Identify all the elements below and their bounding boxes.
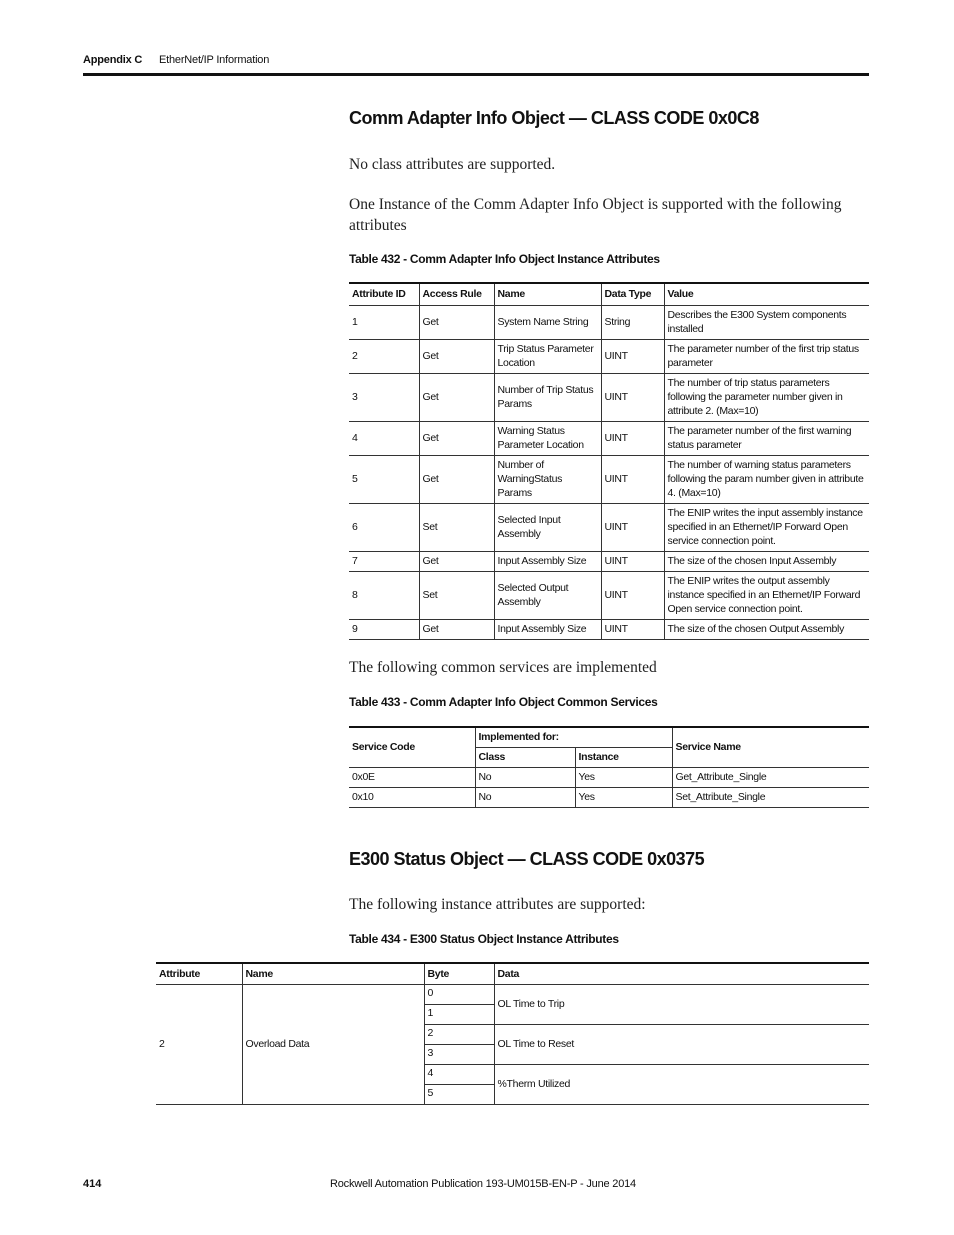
- table-row: [349, 421, 869, 455]
- header-data: Data: [494, 963, 869, 984]
- page-number: 414: [83, 1178, 102, 1190]
- header-value: Value: [664, 283, 869, 305]
- table-432-caption: Table 432 - Comm Adapter Info Object Instance Attributes: [349, 252, 660, 266]
- section-title-e300-status: E300 Status Object — CLASS CODE 0x0375: [349, 849, 705, 869]
- header-attribute: Attribute: [156, 963, 242, 984]
- table-header-row: [156, 963, 869, 984]
- section-label: EtherNet/IP Information: [159, 54, 270, 66]
- cell-data-type: UINT: [601, 571, 664, 619]
- appendix-label: Appendix C: [83, 54, 143, 66]
- header-instance: Instance: [575, 747, 672, 767]
- table-row: [349, 373, 869, 421]
- paragraph-instance-attributes: The following instance attributes are supported:: [349, 896, 646, 913]
- cell-access-rule: Get: [419, 421, 494, 455]
- cell-access-rule: Get: [419, 455, 494, 503]
- cell-name: Number of Trip Status Params: [494, 373, 601, 421]
- cell-value: The parameter number of the first warning status parameter: [664, 421, 869, 455]
- cell-attribute-id: 9: [349, 619, 419, 639]
- cell-name: Trip Status Parameter Location: [494, 339, 601, 373]
- cell-byte: 1: [424, 1004, 494, 1024]
- cell-attribute-id: 3: [349, 373, 419, 421]
- cell-value: The size of the chosen Input Assembly: [664, 551, 869, 571]
- header-class: Class: [475, 747, 575, 767]
- cell-value: Describes the E300 System components installed: [664, 305, 869, 339]
- cell-data-type: UINT: [601, 619, 664, 639]
- header-attribute-id: Attribute ID: [349, 283, 419, 305]
- cell-instance: Yes: [575, 767, 672, 787]
- cell-value: The size of the chosen Output Assembly: [664, 619, 869, 639]
- cell-class: No: [475, 787, 575, 807]
- table-432: [349, 282, 869, 640]
- cell-data-type: UINT: [601, 339, 664, 373]
- cell-name: System Name String: [494, 305, 601, 339]
- cell-byte: 4: [424, 1064, 494, 1084]
- header-service-name: Service Name: [672, 727, 869, 767]
- cell-name: Input Assembly Size: [494, 619, 601, 639]
- cell-attribute-id: 5: [349, 455, 419, 503]
- cell-service-code: 0x0E: [349, 767, 475, 787]
- table-433-caption: Table 433 - Comm Adapter Info Object Common Services: [349, 695, 658, 709]
- header-name: Name: [494, 283, 601, 305]
- table-row: [349, 551, 869, 571]
- section-title-comm-adapter: Comm Adapter Info Object — CLASS CODE 0x0C8: [349, 108, 759, 128]
- cell-attribute-id: 7: [349, 551, 419, 571]
- table-header-row: [349, 727, 869, 747]
- table-row: [349, 571, 869, 619]
- table-row: [349, 339, 869, 373]
- cell-name: Selected Output Assembly: [494, 571, 601, 619]
- table-row: [349, 767, 869, 787]
- cell-attribute-id: 1: [349, 305, 419, 339]
- cell-class: No: [475, 767, 575, 787]
- table-row: [349, 455, 869, 503]
- cell-data-type: String: [601, 305, 664, 339]
- cell-value: The parameter number of the first trip status parameter: [664, 339, 869, 373]
- cell-value: The ENIP writes the output assembly instance specified in an Ethernet/IP Forward Open service connection point.: [664, 571, 869, 619]
- cell-data-type: UINT: [601, 421, 664, 455]
- cell-access-rule: Get: [419, 551, 494, 571]
- table-row: [156, 984, 869, 1004]
- cell-service-name: Get_Attribute_Single: [672, 767, 869, 787]
- cell-byte: 3: [424, 1044, 494, 1064]
- cell-data: %Therm Utilized: [494, 1064, 869, 1104]
- cell-name: Selected Input Assembly: [494, 503, 601, 551]
- cell-byte: 0: [424, 984, 494, 1004]
- cell-attribute-id: 2: [349, 339, 419, 373]
- header-implemented-for: Implemented for:: [475, 727, 672, 747]
- header-service-code: Service Code: [349, 727, 475, 767]
- cell-value: The number of warning status parameters following the param number given in attribute 4. (Max=10): [664, 455, 869, 503]
- paragraph-no-class-attributes: No class attributes are supported.: [349, 156, 556, 173]
- cell-service-code: 0x10: [349, 787, 475, 807]
- table-434-caption: Table 434 - E300 Status Object Instance Attributes: [349, 932, 619, 946]
- paragraph-instance-intro: One Instance of the Comm Adapter Info Object is supported with the following attributes: [349, 196, 842, 234]
- table-row: [349, 619, 869, 639]
- cell-access-rule: Set: [419, 571, 494, 619]
- cell-access-rule: Get: [419, 619, 494, 639]
- cell-name: Number of WarningStatus Params: [494, 455, 601, 503]
- cell-value: The number of trip status parameters following the parameter number given in attribute 2. (Max=10): [664, 373, 869, 421]
- cell-byte: 2: [424, 1024, 494, 1044]
- paragraph-common-services: The following common services are implemented: [349, 659, 657, 676]
- header-data-type: Data Type: [601, 283, 664, 305]
- table-433: [349, 726, 869, 808]
- header-name: Name: [242, 963, 424, 984]
- table-header-row: [349, 283, 869, 305]
- header-access-rule: Access Rule: [419, 283, 494, 305]
- cell-access-rule: Get: [419, 339, 494, 373]
- cell-name: Input Assembly Size: [494, 551, 601, 571]
- cell-attribute: 2: [156, 984, 242, 1104]
- cell-data-type: UINT: [601, 373, 664, 421]
- cell-data: OL Time to Trip: [494, 984, 869, 1024]
- cell-attribute-id: 4: [349, 421, 419, 455]
- cell-service-name: Set_Attribute_Single: [672, 787, 869, 807]
- cell-access-rule: Get: [419, 373, 494, 421]
- table-row: [349, 305, 869, 339]
- cell-data-type: UINT: [601, 503, 664, 551]
- cell-access-rule: Get: [419, 305, 494, 339]
- cell-name: Overload Data: [242, 984, 424, 1104]
- cell-access-rule: Set: [419, 503, 494, 551]
- cell-name: Warning Status Parameter Location: [494, 421, 601, 455]
- cell-data: OL Time to Reset: [494, 1024, 869, 1064]
- cell-attribute-id: 6: [349, 503, 419, 551]
- cell-instance: Yes: [575, 787, 672, 807]
- cell-data-type: UINT: [601, 551, 664, 571]
- table-row: [349, 503, 869, 551]
- cell-value: The ENIP writes the input assembly instance specified in an Ethernet/IP Forward Open service connection point.: [664, 503, 869, 551]
- page-header: [83, 52, 869, 76]
- publication-info: Rockwell Automation Publication 193-UM015B-EN-P - June 2014: [330, 1178, 636, 1190]
- cell-data-type: UINT: [601, 455, 664, 503]
- table-row: [349, 787, 869, 807]
- cell-byte: 5: [424, 1084, 494, 1104]
- header-byte: Byte: [424, 963, 494, 984]
- table-434: [156, 962, 869, 1105]
- cell-attribute-id: 8: [349, 571, 419, 619]
